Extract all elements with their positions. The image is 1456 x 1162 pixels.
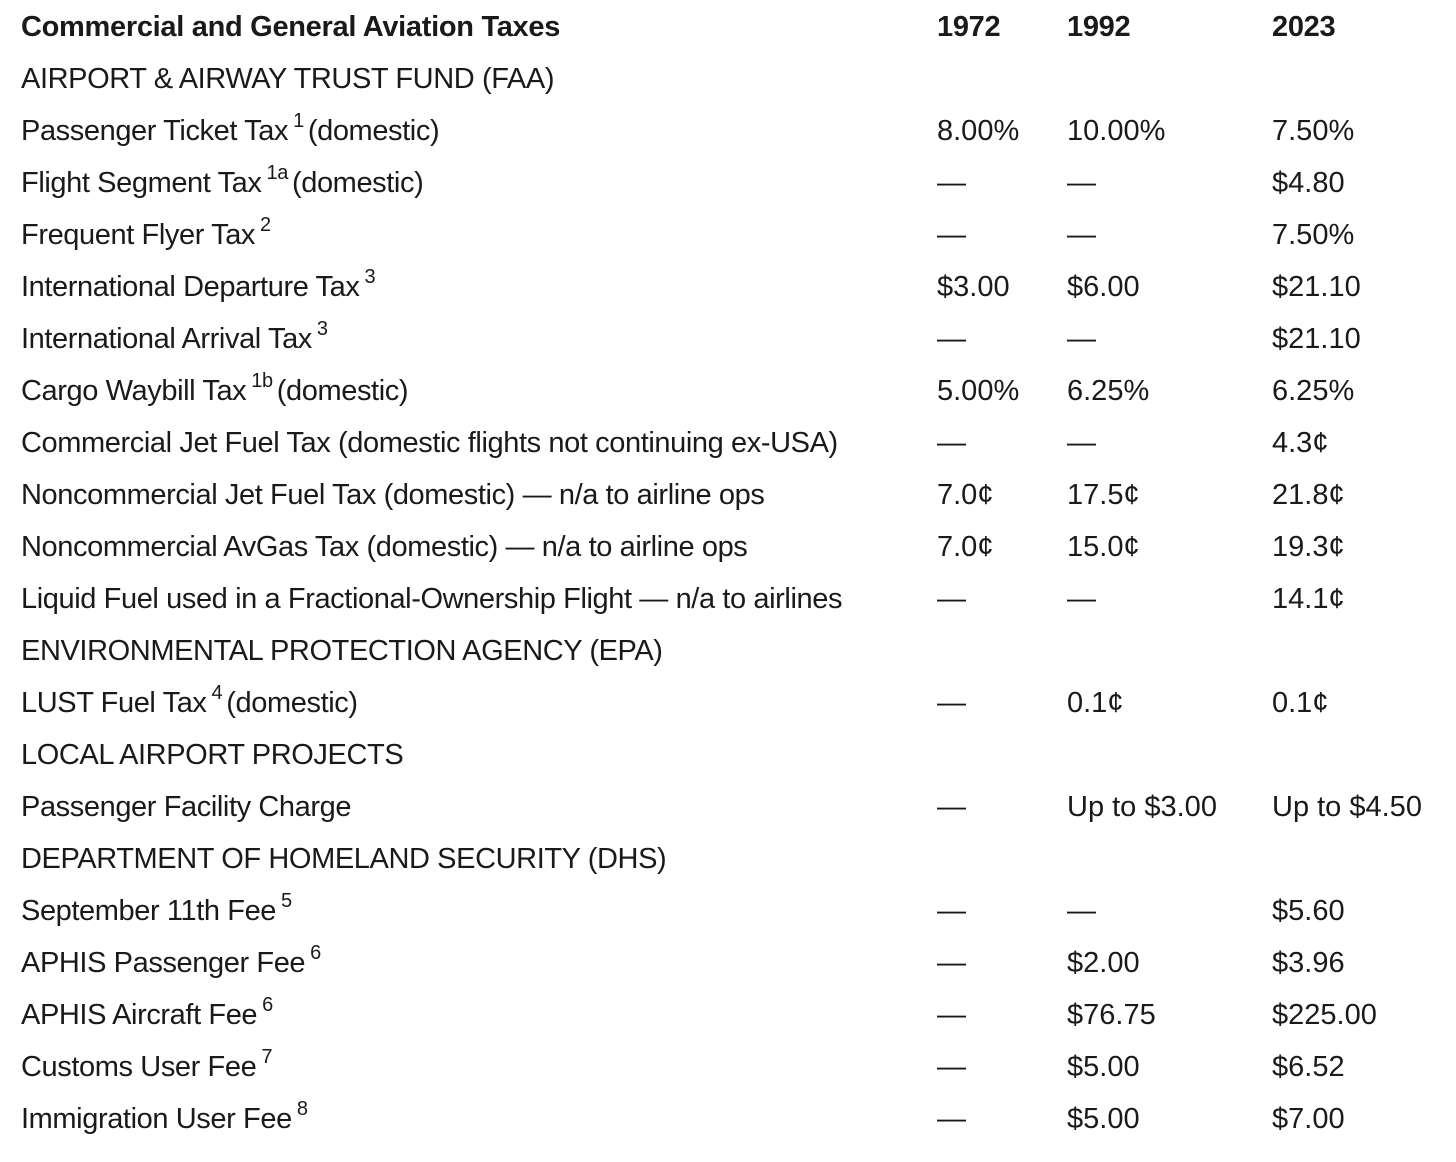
tax-name: Commercial Jet Fuel Tax (domestic flights not continuing ex-USA) bbox=[21, 427, 838, 459]
table-row bbox=[0, 209, 1456, 261]
table-row bbox=[0, 781, 1456, 833]
value-1992: — bbox=[1067, 219, 1096, 251]
row-label-cell bbox=[21, 365, 408, 417]
value-2023: $6.52 bbox=[1272, 1051, 1345, 1083]
value-2023: 0.1¢ bbox=[1272, 687, 1329, 719]
tax-scope-qualifier: (domestic) bbox=[276, 375, 409, 407]
value-1972: — bbox=[937, 583, 966, 615]
table-row bbox=[0, 677, 1456, 729]
section-header-row bbox=[0, 625, 1456, 677]
table-row bbox=[0, 521, 1456, 573]
row-label-cell bbox=[21, 885, 296, 937]
value-1992: $5.00 bbox=[1067, 1051, 1140, 1083]
section-header-row bbox=[0, 833, 1456, 885]
row-label-cell bbox=[21, 677, 358, 729]
tax-name: Customs User Fee bbox=[21, 1051, 257, 1083]
footnote-marker: 7 bbox=[261, 1046, 273, 1068]
value-2023: $3.96 bbox=[1272, 947, 1345, 979]
value-1992: — bbox=[1067, 167, 1096, 199]
table-title: Commercial and General Aviation Taxes bbox=[21, 11, 561, 43]
footnote-marker: 8 bbox=[296, 1098, 308, 1120]
table-row bbox=[0, 261, 1456, 313]
value-2023: 21.8¢ bbox=[1272, 479, 1345, 511]
value-1972: 8.00% bbox=[937, 115, 1020, 147]
footnote-marker: 4 bbox=[211, 682, 223, 704]
section-title: ENVIRONMENTAL PROTECTION AGENCY (EPA) bbox=[21, 635, 663, 667]
row-label-cell bbox=[21, 989, 277, 1041]
row-label-cell bbox=[21, 157, 423, 209]
value-2023: 7.50% bbox=[1272, 115, 1355, 147]
value-1992: 15.0¢ bbox=[1067, 531, 1140, 563]
table-row bbox=[0, 885, 1456, 937]
section-title: AIRPORT & AIRWAY TRUST FUND (FAA) bbox=[21, 63, 555, 95]
value-2023: 4.3¢ bbox=[1272, 427, 1329, 459]
value-1972: $3.00 bbox=[937, 271, 1010, 303]
column-header-1972: 1972 bbox=[937, 11, 1001, 43]
tax-name: Noncommercial Jet Fuel Tax (domestic) — n/a to airline ops bbox=[21, 479, 765, 511]
footnote-marker: 1 bbox=[293, 110, 304, 132]
value-2023: $4.80 bbox=[1272, 167, 1345, 199]
value-2023: 14.1¢ bbox=[1272, 583, 1345, 615]
value-1992: — bbox=[1067, 427, 1096, 459]
tax-name: LUST Fuel Tax bbox=[21, 687, 207, 719]
value-1972: — bbox=[937, 687, 966, 719]
table-row bbox=[0, 105, 1456, 157]
row-label-cell bbox=[21, 469, 764, 521]
tax-name: International Arrival Tax bbox=[21, 323, 312, 355]
row-label-cell bbox=[21, 209, 275, 261]
tax-name: September 11th Fee bbox=[21, 895, 277, 927]
row-label-cell bbox=[21, 313, 332, 365]
row-label-cell bbox=[21, 1093, 312, 1145]
value-1972: — bbox=[937, 427, 966, 459]
tax-name: APHIS Passenger Fee bbox=[21, 947, 306, 979]
value-2023: $21.10 bbox=[1272, 271, 1361, 303]
value-1972: 5.00% bbox=[937, 375, 1020, 407]
value-1972: — bbox=[937, 895, 966, 927]
value-1972: — bbox=[937, 999, 966, 1031]
value-1972: 7.0¢ bbox=[937, 531, 994, 563]
value-2023: 6.25% bbox=[1272, 375, 1355, 407]
tax-scope-qualifier: (domestic) bbox=[291, 167, 424, 199]
value-1992: $76.75 bbox=[1067, 999, 1156, 1031]
tax-name: Flight Segment Tax bbox=[21, 167, 262, 199]
tax-name: Liquid Fuel used in a Fractional-Ownership Flight — n/a to airlines bbox=[21, 583, 843, 615]
value-1992: 17.5¢ bbox=[1067, 479, 1140, 511]
table-row bbox=[0, 157, 1456, 209]
tax-name: Noncommercial AvGas Tax (domestic) — n/a to airline ops bbox=[21, 531, 748, 563]
footnote-marker: 2 bbox=[260, 214, 271, 236]
value-2023: $5.60 bbox=[1272, 895, 1345, 927]
table-row bbox=[0, 1093, 1456, 1145]
table-row bbox=[0, 573, 1456, 625]
footnote-marker: 5 bbox=[281, 890, 292, 912]
tax-name: Cargo Waybill Tax bbox=[21, 375, 247, 407]
footnote-marker: 3 bbox=[364, 266, 376, 288]
value-1992: $6.00 bbox=[1067, 271, 1140, 303]
value-2023: $225.00 bbox=[1272, 999, 1377, 1031]
row-label-cell bbox=[21, 781, 351, 833]
value-2023: $7.00 bbox=[1272, 1103, 1345, 1135]
tax-scope-qualifier: (domestic) bbox=[226, 687, 358, 719]
column-header-1992: 1992 bbox=[1067, 11, 1131, 43]
table-row bbox=[0, 365, 1456, 417]
table-row bbox=[0, 937, 1456, 989]
value-1992: Up to $3.00 bbox=[1067, 791, 1217, 823]
row-label-cell bbox=[21, 261, 379, 313]
value-1992: 6.25% bbox=[1067, 375, 1150, 407]
value-1972: — bbox=[937, 167, 966, 199]
value-1972: — bbox=[937, 947, 966, 979]
value-1972: 7.0¢ bbox=[937, 479, 994, 511]
table-row bbox=[0, 469, 1456, 521]
value-1992: — bbox=[1067, 323, 1096, 355]
section-header-row bbox=[0, 53, 1456, 105]
value-2023: 19.3¢ bbox=[1272, 531, 1345, 563]
row-label-cell bbox=[21, 521, 747, 573]
section-header-row bbox=[0, 729, 1456, 781]
table-row bbox=[0, 989, 1456, 1041]
tax-name: APHIS Aircraft Fee bbox=[21, 999, 258, 1031]
footnote-marker: 1a bbox=[266, 162, 288, 184]
footnote-marker: 3 bbox=[316, 318, 328, 340]
value-2023: $21.10 bbox=[1272, 323, 1361, 355]
section-title: DEPARTMENT OF HOMELAND SECURITY (DHS) bbox=[21, 843, 667, 875]
value-1972: — bbox=[937, 323, 966, 355]
value-1992: 0.1¢ bbox=[1067, 687, 1124, 719]
footnote-marker: 6 bbox=[310, 942, 321, 964]
footnote-marker: 6 bbox=[262, 994, 273, 1016]
value-1992: $2.00 bbox=[1067, 947, 1140, 979]
row-label-cell bbox=[21, 417, 838, 469]
value-1972: — bbox=[937, 791, 966, 823]
value-1992: — bbox=[1067, 583, 1096, 615]
row-label-cell bbox=[21, 1041, 276, 1093]
tax-name: Passenger Ticket Tax bbox=[21, 115, 289, 147]
value-1992: $5.00 bbox=[1067, 1103, 1140, 1135]
value-2023: 7.50% bbox=[1272, 219, 1355, 251]
row-label-cell bbox=[21, 105, 439, 157]
value-1972: — bbox=[937, 219, 966, 251]
tax-name: Immigration User Fee bbox=[21, 1103, 292, 1135]
value-1972: — bbox=[937, 1103, 966, 1135]
value-1992: — bbox=[1067, 895, 1096, 927]
column-header-2023: 2023 bbox=[1272, 11, 1336, 43]
footnote-marker: 1b bbox=[251, 370, 273, 392]
table-header-row bbox=[0, 1, 1456, 53]
tax-scope-qualifier: (domestic) bbox=[307, 115, 440, 147]
section-title: LOCAL AIRPORT PROJECTS bbox=[21, 739, 404, 771]
table-row bbox=[0, 313, 1456, 365]
tax-name: Frequent Flyer Tax bbox=[21, 219, 256, 251]
tax-name: International Departure Tax bbox=[21, 271, 360, 303]
value-1972: — bbox=[937, 1051, 966, 1083]
row-label-cell bbox=[21, 937, 325, 989]
table-row bbox=[0, 1041, 1456, 1093]
value-1992: 10.00% bbox=[1067, 115, 1166, 147]
row-label-cell bbox=[21, 573, 842, 625]
value-2023: Up to $4.50 bbox=[1272, 791, 1422, 823]
table-row bbox=[0, 417, 1456, 469]
tax-name: Passenger Facility Charge bbox=[21, 791, 352, 823]
